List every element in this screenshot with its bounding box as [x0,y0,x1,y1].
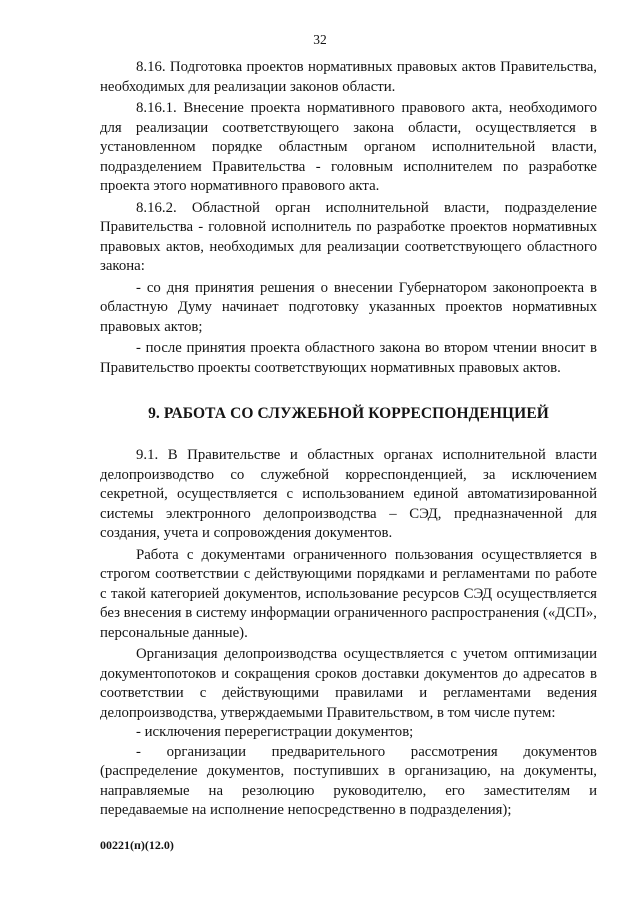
page-number: 32 [313,32,327,47]
paragraph-restricted-documents: Работа с документами ограниченного пользования осуществляется в строгом соответствии с действующими порядками и регламентами по работе с такой категорией документов, использование ресурсов СЭД осуществляется без внесения в систему информации ограниченного распространения («ДСП», персональные данные). [100,546,597,641]
paragraph-8-16: 8.16. Подготовка проектов нормативных правовых актов Правительства, необходимых для реализации законов области. [100,59,597,95]
list-item-preliminary-review: - организации предварительного рассмотрения документов (распределение документов, поступивших в организацию, на документы, направляемые на резолюцию руководителю, его заместителям и передаваемые на исполнение непосредственно в подразделения); [100,743,597,818]
paragraph-8-16-2: 8.16.2. Областной орган исполнительной власти, подразделение Правительства - головной исполнитель по разработке проектов нормативных правовых актов, необходимых для реализации соответствующего областного закона: [100,199,597,274]
list-item-first-reading: - со дня принятия решения о внесении Губернатором законопроекта в областную Думу начинает подготовку указанных проектов нормативных правовых актов; [100,279,597,335]
paragraph-organization: Организация делопроизводства осуществляется с учетом оптимизации документопотоков и сокращения сроков доставки документов до адресатов в соответствии с действующими правилами и регламентами ведения делопроизводства, утверждаемыми Правительством, в том числе путем: [100,646,597,721]
paragraph-9-1: 9.1. В Правительстве и областных органах исполнительной власти делопроизводство со служебной корреспонденцией, за исключением секретной, осуществляется с использованием единой автоматизированной системы электронного делопроизводства – СЭД, предназначенной для создания, учета и сопровождения документов. [100,447,597,541]
document-body [100,58,597,821]
paragraph-8-16-1: 8.16.1. Внесение проекта нормативного правового акта, необходимого для реализации соответствующего закона области, осуществляется в установленном порядке областным органом исполнительной власти, подразделением Правительства - головным исполнителем по разработке проекта этого нормативного правового акта. [100,100,597,194]
list-item-second-reading: - после принятия проекта областного закона во втором чтении вносит в Правительство проекты соответствующих нормативных правовых актов. [100,340,597,376]
section-heading: 9. РАБОТА СО СЛУЖЕБНОЙ КОРРЕСПОНДЕНЦИЕЙ [148,405,549,422]
document-code: 00221(п)(12.0) [100,838,174,852]
list-item-reregistration: - исключения перерегистрации документов; [136,724,414,740]
